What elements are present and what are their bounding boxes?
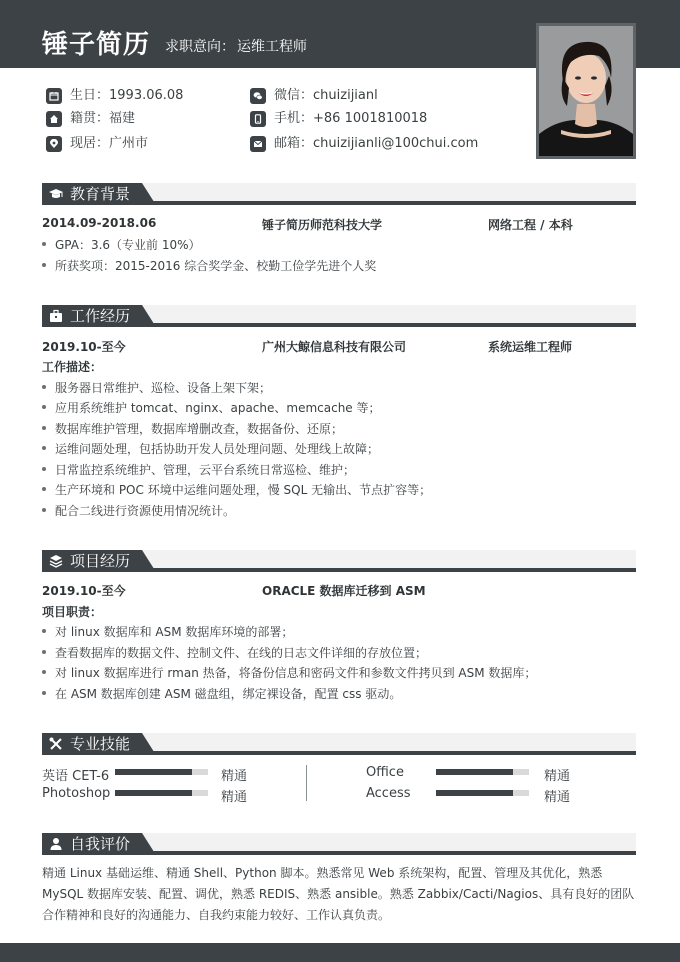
list-item: GPA：3.6（专业前 10%）: [42, 236, 201, 253]
list-item: 生产环境和 POC 环境中运维问题处理，慢 SQL 无输出、节点扩容等；: [42, 481, 431, 498]
section-work-title: 工作经历: [70, 307, 131, 325]
education-period: 2014.09-2018.06: [42, 216, 157, 230]
skill-level: 精通: [544, 769, 571, 784]
info-wechat: [250, 87, 378, 105]
self-evaluation-line: 合作精神和良好的沟通能力、自我约束能力较好、工作认真负责。: [42, 908, 391, 922]
skill-name: Access: [366, 786, 411, 801]
resume-name: 锤子简历: [42, 30, 151, 60]
wechat-value: chuizijianl: [313, 88, 378, 103]
skills-divider: [306, 765, 307, 801]
skill-name: Office: [366, 765, 404, 780]
self-evaluation-line: MySQL 数据库安装、配置、调优，熟悉 REDIS、熟悉 ansible。熟悉 Zabbix/Cacti/Nagios、具有良好的团队: [42, 887, 635, 901]
self-evaluation-line: 精通 Linux 基础运维、精通 Shell、Python 脚本。熟悉常见 Web 系统架构，配置、管理及其优化，熟悉: [42, 866, 603, 880]
project-period: 2019.10-至今: [42, 584, 126, 598]
email-value: chuizijianli@100chui.com: [313, 136, 479, 151]
section-skills-header: [42, 733, 636, 755]
profile-photo: [536, 23, 636, 159]
skill-bar-fill: [436, 769, 513, 775]
list-item: 数据库维护管理，数据库增删改查，数据备份、还原；: [42, 420, 343, 437]
self-evaluation-text: [42, 863, 636, 926]
job-intent-value: 运维工程师: [237, 39, 307, 55]
mail-icon: [250, 136, 266, 152]
list-item: 日常监控系统维护、管理，云平台系统日常巡检、维护；: [42, 461, 355, 478]
section-education-header: [42, 183, 636, 205]
info-birth: [46, 87, 183, 105]
list-item: 运维问题处理，包括协助开发人员处理问题、处理线上故障；: [42, 440, 379, 457]
list-item: 对 linux 数据库和 ASM 数据库环境的部署；: [42, 623, 293, 640]
location-icon: [46, 136, 62, 152]
birth-value: 1993.06.08: [109, 88, 184, 103]
skill-bar-fill: [436, 790, 513, 796]
footer-bar: [0, 943, 680, 962]
info-residence: [46, 135, 148, 153]
skill-bar: [115, 790, 208, 796]
section-self-header: [42, 833, 636, 855]
list-item: 对 linux 数据库进行 rman 热备，将备份信息和密码文件和参数文件拷贝到 ASM 数据库；: [42, 664, 536, 681]
origin-label: 籍贯：: [70, 111, 110, 126]
residence-label: 现居：: [70, 136, 110, 151]
calendar-icon: [46, 88, 62, 104]
wechat-icon: [250, 88, 266, 104]
education-school: 锤子简历师范科技大学: [262, 218, 383, 232]
section-work-header: [42, 305, 636, 327]
section-self-title: 自我评价: [70, 835, 131, 853]
portrait-image: [539, 26, 633, 156]
origin-value: 福建: [109, 111, 136, 126]
skill-level: 精通: [221, 790, 248, 805]
phone-value: +86 1001810018: [313, 111, 428, 126]
work-position: 系统运维工程师: [488, 340, 573, 354]
section-project-title: 项目经历: [70, 552, 131, 570]
section-skills-title: 专业技能: [70, 735, 131, 753]
project-duty-label: 项目职责：: [42, 605, 103, 619]
residence-value: 广州市: [109, 136, 149, 151]
birth-label: 生日：: [70, 88, 110, 103]
info-origin: [46, 110, 135, 128]
wechat-label: 微信：: [274, 88, 314, 103]
layers-icon: [48, 553, 64, 569]
skill-bar: [115, 769, 208, 775]
email-label: 邮箱：: [274, 136, 314, 151]
skill-bar-fill: [115, 769, 192, 775]
user-icon: [48, 836, 64, 852]
job-intent: [165, 36, 307, 56]
skill-bar-fill: [115, 790, 192, 796]
graduation-cap-icon: [48, 186, 64, 202]
info-phone: [250, 110, 427, 128]
list-item: 配合二线进行资源使用情况统计。: [42, 502, 235, 519]
list-item: 应用系统维护 tomcat、nginx、apache、memcache 等；: [42, 399, 381, 416]
work-desc-label: 工作描述：: [42, 360, 103, 374]
skill-name: Photoshop: [42, 786, 111, 801]
skill-bar: [436, 790, 529, 796]
work-period: 2019.10-至今: [42, 340, 126, 354]
tools-icon: [48, 736, 64, 752]
phone-icon: [250, 111, 266, 127]
phone-label: 手机：: [274, 111, 314, 126]
education-major: 网络工程 / 本科: [488, 218, 573, 232]
home-icon: [46, 111, 62, 127]
job-intent-label: 求职意向：: [165, 39, 235, 55]
section-project-header: [42, 550, 636, 572]
project-name: ORACLE 数据库迁移到 ASM: [262, 584, 426, 598]
skill-level: 精通: [221, 769, 248, 784]
list-item: 在 ASM 数据库创建 ASM 磁盘组，绑定裸设备，配置 css 驱动。: [42, 685, 401, 702]
list-item: 服务器日常维护、巡检、设备上架下架；: [42, 379, 271, 396]
list-item: 所获奖项：2015-2016 综合奖学金、校勤工俭学先进个人奖: [42, 257, 376, 274]
info-email: [250, 135, 478, 153]
section-education-title: 教育背景: [70, 185, 131, 203]
briefcase-icon: [48, 308, 64, 324]
skill-name: 英语 CET-6: [42, 769, 110, 784]
list-item: 查看数据库的数据文件、控制文件、在线的日志文件详细的存放位置；: [42, 644, 427, 661]
work-company: 广州大鲸信息科技有限公司: [262, 340, 407, 354]
skill-bar: [436, 769, 529, 775]
skill-level: 精通: [544, 790, 571, 805]
